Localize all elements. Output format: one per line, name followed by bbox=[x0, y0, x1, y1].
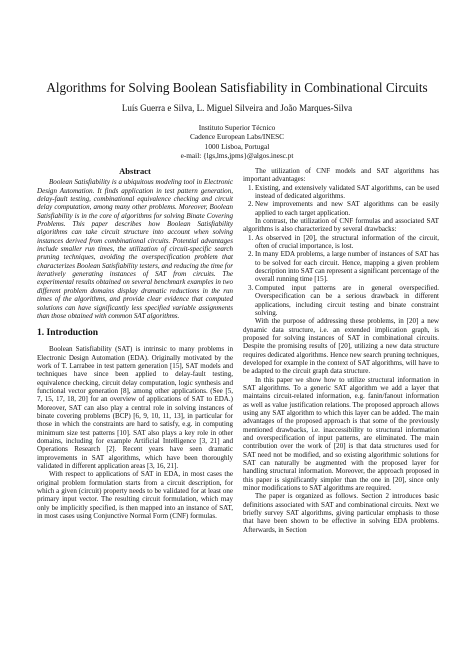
paper-title: Algorithms for Solving Boolean Satisfiability in Combinational Circuits bbox=[46, 80, 428, 95]
left-column bbox=[37, 167, 233, 520]
intro-paragraph: Boolean Satisfiability (SAT) is intrinsic to many problems in Electronic Design Automation (EDA). Originally motivated by the work of T. Larrabee in test pattern generation [15], SAT models and techniques have since been applied to delay-fault testing, equivalence checking, circuit delay computation, logic synthesis and functional vector generation [8], among other applications. (See [5, 7, 15, 17, 18, 20] for an overview of applications of SAT to EDA.) Moreover, SAT can also play a central role in solving instances of binate covering problems (BCP) [6, 9, 10, 11, 13], in particular for those in which the constraints are hard to satisfy, e.g. in computing minimum size test patterns [10]. SAT also plays a key role in other domains, including for example Artificial Intelligence [3, 21] and Operations Research [2]. Recent years have seen dramatic improvements in SAT algorithms, which have been thoroughly validated in different application areas [3, 16, 21]. bbox=[37, 345, 233, 470]
list-item: 1. Existing, and extensively validated SAT algorithms, can be used instead of dedicated algorithms. bbox=[255, 184, 439, 201]
advantages-list bbox=[243, 184, 439, 217]
affiliation-line: 1000 Lisboa, Portugal bbox=[204, 141, 270, 151]
list-item: 1. As observed in [20], the structural information of the circuit, often of crucial importance, is lost. bbox=[255, 234, 439, 251]
right-column bbox=[243, 167, 439, 534]
body-paragraph: With the purpose of addressing these problems, in [20] a new dynamic data structure, i.e. an extended implication graph, is proposed for solving instances of SAT in combinational circuits. Despite the promising results of [20], utilizing a new data structure requires dedicated algorithms. Hence new search pruning techniques, developed for example in the context of SAT algorithms, will have to be adapted to the circuit graph data structure. bbox=[243, 317, 439, 376]
body-paragraph: The paper is organized as follows. Section 2 introduces basic definitions associated with SAT and combinational circuits. Next we briefly survey SAT algorithms, giving particular emphasis to those that have been shown to be effective in solving EDA problems. Afterwards, in Section bbox=[243, 492, 439, 534]
paper-authors: Luís Guerra e Silva, L. Miguel Silveira and João Marques-Silva bbox=[121, 103, 353, 113]
affiliation-line: Cadence European Labs/INESC bbox=[189, 132, 285, 142]
body-paragraph: In contrast, the utilization of CNF formulas and associated SAT algorithms is also characterized by several drawbacks: bbox=[243, 217, 439, 234]
body-paragraph: The utilization of CNF models and SAT algorithms has important advantages: bbox=[243, 167, 439, 184]
affiliation-block bbox=[0, 123, 474, 160]
drawbacks-list bbox=[243, 234, 439, 317]
list-item: 3. Computed input patterns are in general overspecified. Overspecification can be a serious drawback in different applications, including circuit testing and binate constraint solving. bbox=[255, 284, 439, 317]
list-item: 2. New improvements and new SAT algorithms can be easily applied to each target application. bbox=[255, 200, 439, 217]
section-heading-introduction: 1. Introduction bbox=[37, 328, 99, 339]
intro-paragraph: With respect to applications of SAT in EDA, in most cases the original problem formulation starts from a circuit description, for which a given (circuit) property needs to be validated for at least one primary input vector. The resulting circuit formulation, which may only be implicitly specified, is then mapped into an instance of SAT, in most cases using Conjunctive Normal Form (CNF) formulas. bbox=[37, 470, 233, 521]
body-paragraph: In this paper we show how to utilize structural information in SAT algorithms. To a generic SAT algorithm we add a layer that maintains circuit-related information, e.g. fanin/fanout information as well as value justification relations. The proposed approach allows using any SAT algorithm to which this layer can be added. The main advantages of the proposed approach is that some of the previously mentioned drawbacks, i.e. inaccessibility to structural information and overspecification of input patterns, are eliminated. The main contribution over the work of [20] is that data structures used for SAT need not be modified, and so existing algorithmic solutions for SAT can naturally be augmented with the proposed layer for handling structural information. Moreover, the approach proposed in this paper is significantly simpler than the one in [20], since only minor modifications to SAT algorithms are required. bbox=[243, 375, 439, 493]
affiliation-email: e-mail: {lgs,lms,jpms}@algos.inesc.pt bbox=[180, 150, 294, 160]
abstract-text: Boolean Satisfiability is a ubiquitous modeling tool in Electronic Design Automation. It finds application in test pattern generation, delay-fault testing, combinational equivalence checking and circuit delay computation, among many other problems. Moreover, Boolean Satisfiability is in the core of algorithms for solving Binate Covering Problems. This paper describes how Boolean Satisfiability algorithms can take circuit structure into account when solving instances derived from combinational circuits. Potential advantages include smaller run times, the utilization of circuit-specific search pruning techniques, avoiding the overspecification problem that characterizes Boolean Satisfiability testers, and reducing the time for iteratively generating instances of SAT from circuits. The experimental results obtained on several benchmark examples in two different problem domains display dramatic reductions in the run times of the algorithms, and provide clear evidence that computed solutions can have significantly less specified variable assignments than those obtained with common SAT algorithms. bbox=[37, 178, 233, 320]
abstract-heading: Abstract bbox=[119, 166, 151, 176]
affiliation-line: Instituto Superior Técnico bbox=[198, 123, 276, 132]
list-item: 2. In many EDA problems, a large number of instances of SAT has to be solved for each circuit. Hence, mapping a given problem description into SAT can represent a significant percentage of the overall running time [15]. bbox=[255, 250, 439, 283]
